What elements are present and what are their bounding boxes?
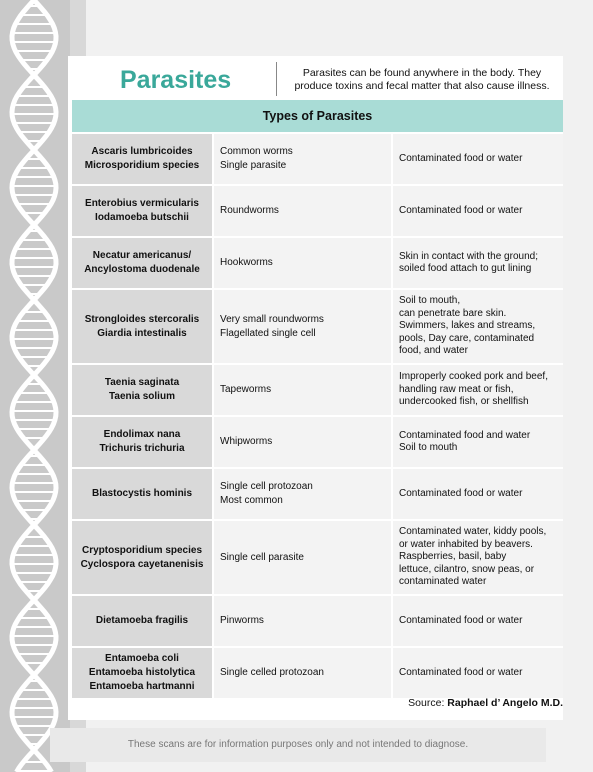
cell-line: Tapeworms xyxy=(220,384,272,395)
table-row xyxy=(72,469,563,519)
source-cell xyxy=(393,469,563,519)
intro-text xyxy=(286,67,558,93)
type-cell xyxy=(214,290,391,363)
cell-line: Soil to mouth xyxy=(399,442,458,453)
cell-line: Microsporidium species xyxy=(84,160,200,171)
cell-line: Skin in contact with the ground; xyxy=(399,250,538,262)
table-heading: Types of Parasites xyxy=(72,100,563,132)
cell-line: Blastocystis hominis xyxy=(91,488,193,499)
cell-line: Giardia intestinalis xyxy=(97,327,187,339)
cell-line: Contaminated water, kiddy pools, xyxy=(399,526,547,538)
cell-line: Strongloides stercoralis xyxy=(84,313,200,325)
table-row xyxy=(72,186,563,236)
cell-line: Roundworms xyxy=(220,205,279,216)
organism-cell xyxy=(72,417,212,467)
cell-line: lettuce, cilantro, snow peas, or xyxy=(399,563,535,575)
cell-line: Necatur americanus/ xyxy=(92,250,192,261)
type-cell xyxy=(214,521,391,594)
cell-line: Ancylostoma duodenale xyxy=(84,264,200,275)
type-cell xyxy=(214,596,391,646)
table-row xyxy=(72,596,563,646)
organism-cell xyxy=(72,365,212,415)
type-cell xyxy=(214,186,391,236)
table-row xyxy=(72,521,563,594)
cell-line: handling raw meat or fish, xyxy=(399,383,514,395)
dna-helix-icon xyxy=(0,0,70,772)
cell-line: can penetrate bare skin. xyxy=(399,307,507,319)
organism-cell xyxy=(72,134,212,184)
cell-line: Enterobius vermicularis xyxy=(85,198,199,209)
cell-line: Entamoeba histolytica xyxy=(88,667,196,678)
type-cell xyxy=(214,365,391,415)
cell-line: undercooked fish, or shellfish xyxy=(399,396,529,408)
cell-line: Single cell parasite xyxy=(220,551,304,563)
cell-line: Single celled protozoan xyxy=(220,667,324,678)
organism-cell xyxy=(72,290,212,363)
cell-line: Swimmers, lakes and streams, xyxy=(399,320,536,332)
type-cell xyxy=(214,238,391,288)
page-title: Parasites xyxy=(120,66,232,94)
cell-line: Ascaris lumbricoides xyxy=(91,146,193,157)
intro-line: Parasites can be found anywhere in the body. They xyxy=(302,67,542,79)
cell-line: Very small roundworms xyxy=(220,313,324,325)
organism-cell xyxy=(72,238,212,288)
cell-line: Iodamoeba butschii xyxy=(95,212,189,223)
cell-line: Improperly cooked pork and beef, xyxy=(399,371,548,383)
source-author: Raphael d’ Angelo M.D. xyxy=(447,697,563,709)
cell-line: Raspberries, basil, baby xyxy=(399,551,507,563)
cell-line: Taenia solium xyxy=(109,391,175,402)
source-cell xyxy=(393,648,563,698)
source-cell xyxy=(393,596,563,646)
cell-line: food, and water xyxy=(399,345,468,357)
disclaimer-footer: These scans are for information purposes only and not intended to diagnose. xyxy=(50,728,546,762)
intro-line: produce toxins and fecal matter that also cause illness. xyxy=(294,80,550,92)
cell-line: Pinworms xyxy=(220,615,264,626)
cell-line: soiled food attach to gut lining xyxy=(399,263,532,274)
source-credit xyxy=(408,697,563,709)
source-label: Source: xyxy=(408,697,448,709)
cell-line: Entamoeba hartmanni xyxy=(89,681,195,692)
cell-line: Single cell protozoan xyxy=(220,481,313,492)
cell-line: Cyclospora cayetanenisis xyxy=(80,558,204,570)
table-row xyxy=(72,417,563,467)
organism-cell xyxy=(72,648,212,698)
cell-line: Soil to mouth, xyxy=(399,295,461,307)
cell-line: Endolimax nana xyxy=(103,429,181,440)
cell-line: Contaminated food or water xyxy=(399,152,523,164)
table-row xyxy=(72,648,563,698)
type-cell xyxy=(214,417,391,467)
document-page xyxy=(68,56,563,720)
cell-line: Cryptosporidium species xyxy=(81,544,203,556)
organism-cell xyxy=(72,596,212,646)
table-row xyxy=(72,238,563,288)
cell-line: Hookworms xyxy=(220,257,273,268)
cell-line: Taenia saginata xyxy=(104,377,180,388)
cell-line: Single parasite xyxy=(220,160,287,171)
cell-line: Entamoeba coli xyxy=(105,653,179,664)
cell-line: Whipworms xyxy=(220,436,273,447)
cell-line: Dietamoeba fragilis xyxy=(95,615,189,626)
type-cell xyxy=(214,134,391,184)
source-cell xyxy=(393,238,563,288)
title-divider xyxy=(276,62,277,96)
cell-line: Trichuris trichuria xyxy=(99,443,185,454)
organism-cell xyxy=(72,521,212,594)
source-cell xyxy=(393,134,563,184)
type-cell xyxy=(214,648,391,698)
table-row xyxy=(72,365,563,415)
organism-cell xyxy=(72,469,212,519)
cell-line: contaminated water xyxy=(399,576,487,588)
cell-line: Contaminated food or water xyxy=(399,487,523,499)
table-row xyxy=(72,134,563,184)
table-row xyxy=(72,290,563,363)
organism-cell xyxy=(72,186,212,236)
parasite-table xyxy=(72,134,563,700)
source-cell xyxy=(393,365,563,415)
cell-line: Common worms xyxy=(220,146,293,157)
source-cell xyxy=(393,417,563,467)
cell-line: Contaminated food or water xyxy=(399,614,523,626)
cell-line: Contaminated food or water xyxy=(399,204,523,216)
source-cell xyxy=(393,186,563,236)
cell-line: Contaminated food and water xyxy=(399,429,531,441)
cell-line: Contaminated food or water xyxy=(399,666,523,678)
type-cell xyxy=(214,469,391,519)
source-cell xyxy=(393,521,563,594)
source-cell xyxy=(393,290,563,363)
cell-line: Most common xyxy=(220,495,283,506)
cell-line: or water inhabited by beavers. xyxy=(399,538,533,550)
cell-line: Flagellated single cell xyxy=(220,327,316,339)
title-area xyxy=(68,56,563,100)
cell-line: pools, Day care, contaminated xyxy=(399,332,535,344)
